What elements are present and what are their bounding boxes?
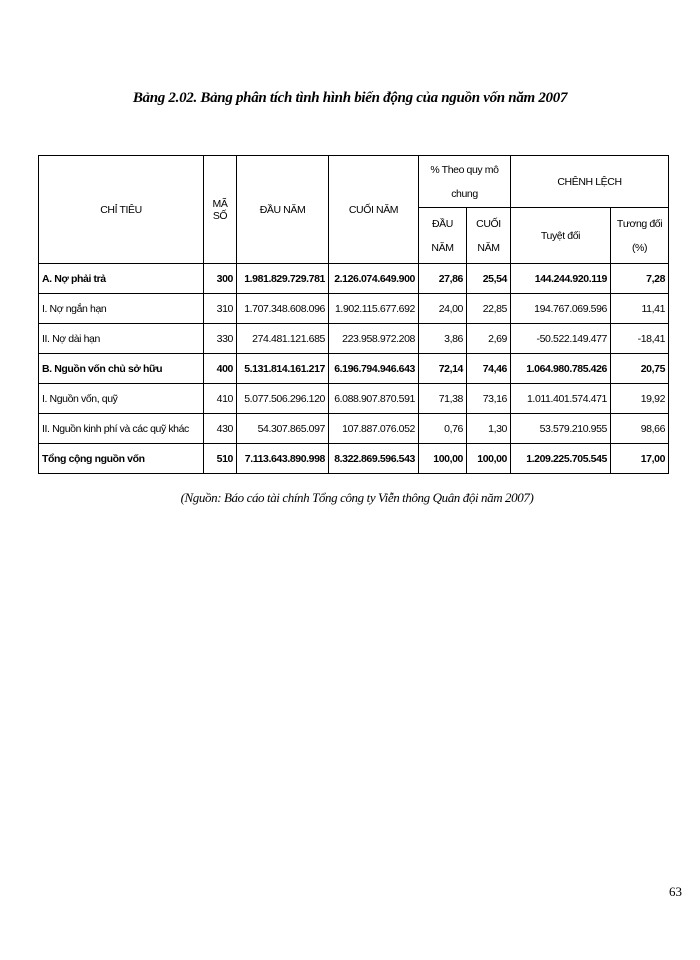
row-tuong-doi: -18,41 xyxy=(611,324,669,354)
row-pct-dau: 27,86 xyxy=(419,264,467,294)
table-row xyxy=(39,324,669,354)
row-cuoi-nam: 107.887.076.052 xyxy=(329,414,419,444)
row-pct-dau: 71,38 xyxy=(419,384,467,414)
row-dau-nam: 5.077.506.296.120 xyxy=(237,384,329,414)
table-row xyxy=(39,444,669,474)
row-label: I. Nợ ngắn hạn xyxy=(39,294,204,324)
header-pct-cuoi: CUỐI NĂM xyxy=(467,208,511,264)
row-cuoi-nam: 1.902.115.677.692 xyxy=(329,294,419,324)
header-chi-tieu: CHỈ TIÊU xyxy=(39,156,204,264)
row-tuyet-doi: 144.244.920.119 xyxy=(511,264,611,294)
row-code: 330 xyxy=(204,324,237,354)
row-pct-cuoi: 100,00 xyxy=(467,444,511,474)
table-row xyxy=(39,414,669,444)
row-code: 310 xyxy=(204,294,237,324)
table-row xyxy=(39,294,669,324)
header-tuyet-doi: Tuyệt đối xyxy=(511,208,611,264)
row-pct-cuoi: 73,16 xyxy=(467,384,511,414)
row-code: 410 xyxy=(204,384,237,414)
row-label: I. Nguồn vốn, quỹ xyxy=(39,384,204,414)
row-tuyet-doi: 53.579.210.955 xyxy=(511,414,611,444)
page-number: 63 xyxy=(669,884,682,899)
row-tuong-doi: 98,66 xyxy=(611,414,669,444)
row-code: 430 xyxy=(204,414,237,444)
row-tuyet-doi: -50.522.149.477 xyxy=(511,324,611,354)
row-code: 400 xyxy=(204,354,237,384)
row-label: II. Nguồn kinh phí và các quỹ khác xyxy=(39,414,204,444)
row-pct-cuoi: 22,85 xyxy=(467,294,511,324)
row-label: A. Nợ phải trả xyxy=(39,264,204,294)
row-tuyet-doi: 1.209.225.705.545 xyxy=(511,444,611,474)
row-label: B. Nguồn vốn chủ sở hữu xyxy=(39,354,204,384)
source-note: (Nguồn: Báo cáo tài chính Tổng công ty Viễn thông Quân đội năm 2007) xyxy=(180,490,534,505)
header-ma-so: MÃ SỐ xyxy=(204,156,237,264)
row-pct-cuoi: 25,54 xyxy=(467,264,511,294)
header-chenh-lech: CHÊNH LỆCH xyxy=(511,156,669,208)
row-cuoi-nam: 6.196.794.946.643 xyxy=(329,354,419,384)
row-dau-nam: 7.113.643.890.998 xyxy=(237,444,329,474)
table-row xyxy=(39,354,669,384)
row-cuoi-nam: 6.088.907.870.591 xyxy=(329,384,419,414)
row-tuong-doi: 17,00 xyxy=(611,444,669,474)
row-dau-nam: 1.707.348.608.096 xyxy=(237,294,329,324)
row-pct-cuoi: 1,30 xyxy=(467,414,511,444)
row-cuoi-nam: 2.126.074.649.900 xyxy=(329,264,419,294)
header-dau-nam: ĐẦU NĂM xyxy=(237,156,329,264)
row-dau-nam: 1.981.829.729.781 xyxy=(237,264,329,294)
row-pct-dau: 24,00 xyxy=(419,294,467,324)
row-pct-cuoi: 74,46 xyxy=(467,354,511,384)
row-dau-nam: 54.307.865.097 xyxy=(237,414,329,444)
header-tuong-doi: Tương đối (%) xyxy=(611,208,669,264)
row-label: Tổng cộng nguồn vốn xyxy=(39,444,204,474)
row-tuyet-doi: 1.011.401.574.471 xyxy=(511,384,611,414)
row-cuoi-nam: 8.322.869.596.543 xyxy=(329,444,419,474)
row-tuong-doi: 19,92 xyxy=(611,384,669,414)
table-row xyxy=(39,264,669,294)
row-pct-dau: 3,86 xyxy=(419,324,467,354)
table-title: Bảng 2.02. Bảng phân tích tình hình biến động của nguồn vốn năm 2007 xyxy=(132,90,568,106)
row-code: 510 xyxy=(204,444,237,474)
row-dau-nam: 5.131.814.161.217 xyxy=(237,354,329,384)
row-tuong-doi: 11,41 xyxy=(611,294,669,324)
header-pct-group: % Theo quy mô chung xyxy=(419,156,511,208)
row-tuyet-doi: 1.064.980.785.426 xyxy=(511,354,611,384)
row-pct-dau: 0,76 xyxy=(419,414,467,444)
row-dau-nam: 274.481.121.685 xyxy=(237,324,329,354)
row-cuoi-nam: 223.958.972.208 xyxy=(329,324,419,354)
header-cuoi-nam: CUỐI NĂM xyxy=(329,156,419,264)
capital-structure-table xyxy=(38,155,669,474)
row-code: 300 xyxy=(204,264,237,294)
row-pct-dau: 72,14 xyxy=(419,354,467,384)
row-tuong-doi: 20,75 xyxy=(611,354,669,384)
row-pct-cuoi: 2,69 xyxy=(467,324,511,354)
row-pct-dau: 100,00 xyxy=(419,444,467,474)
row-tuong-doi: 7,28 xyxy=(611,264,669,294)
row-label: II. Nợ dài hạn xyxy=(39,324,204,354)
row-tuyet-doi: 194.767.069.596 xyxy=(511,294,611,324)
table-row xyxy=(39,384,669,414)
header-pct-dau: ĐẦU NĂM xyxy=(419,208,467,264)
